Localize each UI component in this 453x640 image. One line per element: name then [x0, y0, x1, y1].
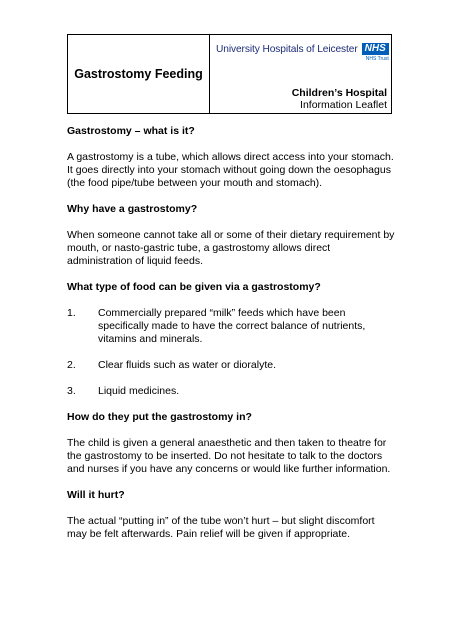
document-title: Gastrostomy Feeding — [74, 67, 203, 81]
header-title-cell — [68, 35, 210, 113]
header-org-cell — [210, 35, 391, 113]
section-heading: Gastrostomy – what is it? — [67, 125, 195, 137]
list-item — [67, 385, 397, 398]
leaflet-content — [67, 125, 397, 554]
list-item-text: Clear fluids such as water or dioralyte. — [98, 359, 276, 371]
organization-row — [216, 43, 389, 62]
section-heading: How do they put the gastrostomy in? — [67, 411, 252, 423]
list-item-text: Commercially prepared “milk” feeds which have been specifically made to have the correct balance of nutrients, vitamins and minerals. — [98, 307, 366, 345]
document-type: Information Leaflet — [300, 99, 387, 111]
list-item-number: 3. — [67, 385, 76, 397]
nhs-logo: NHS — [362, 43, 389, 55]
food-types-list — [67, 307, 397, 398]
list-item — [67, 359, 397, 372]
section-body: A gastrostomy is a tube, which allows direct access into your stomach. It goes directly into your stomach without going down the oesophagus (the food pipe/tube between your mouth and stomach). — [67, 151, 394, 189]
section-body: When someone cannot take all or some of their dietary requirement by mouth, or nasto-gastric tube, a gastrostomy allows direct administration of liquid feeds. — [67, 229, 395, 267]
list-item — [67, 307, 397, 346]
section-heading: Why have a gastrostomy? — [67, 203, 198, 215]
section-body: The child is given a general anaesthetic and then taken to theatre for the gastrostomy to be inserted. Do not hesitate to talk to the doctors and nurses if you have any concerns or would like further information. — [67, 437, 391, 475]
organization-name: University Hospitals of Leicester — [216, 44, 358, 55]
nhs-trust-label: NHS Trust — [365, 56, 389, 62]
section-heading: Will it hurt? — [67, 489, 125, 501]
department-name: Children’s Hospital — [291, 87, 387, 99]
header-box — [67, 34, 392, 114]
section-heading: What type of food can be given via a gastrostomy? — [67, 281, 321, 293]
list-item-text: Liquid medicines. — [98, 385, 180, 397]
section-body: The actual “putting in” of the tube won’t hurt – but slight discomfort may be felt afterwards. Pain relief will be given if appropriate. — [67, 515, 375, 540]
nhs-logo-block — [362, 43, 389, 62]
list-item-number: 2. — [67, 359, 76, 371]
list-item-number: 1. — [67, 307, 76, 319]
